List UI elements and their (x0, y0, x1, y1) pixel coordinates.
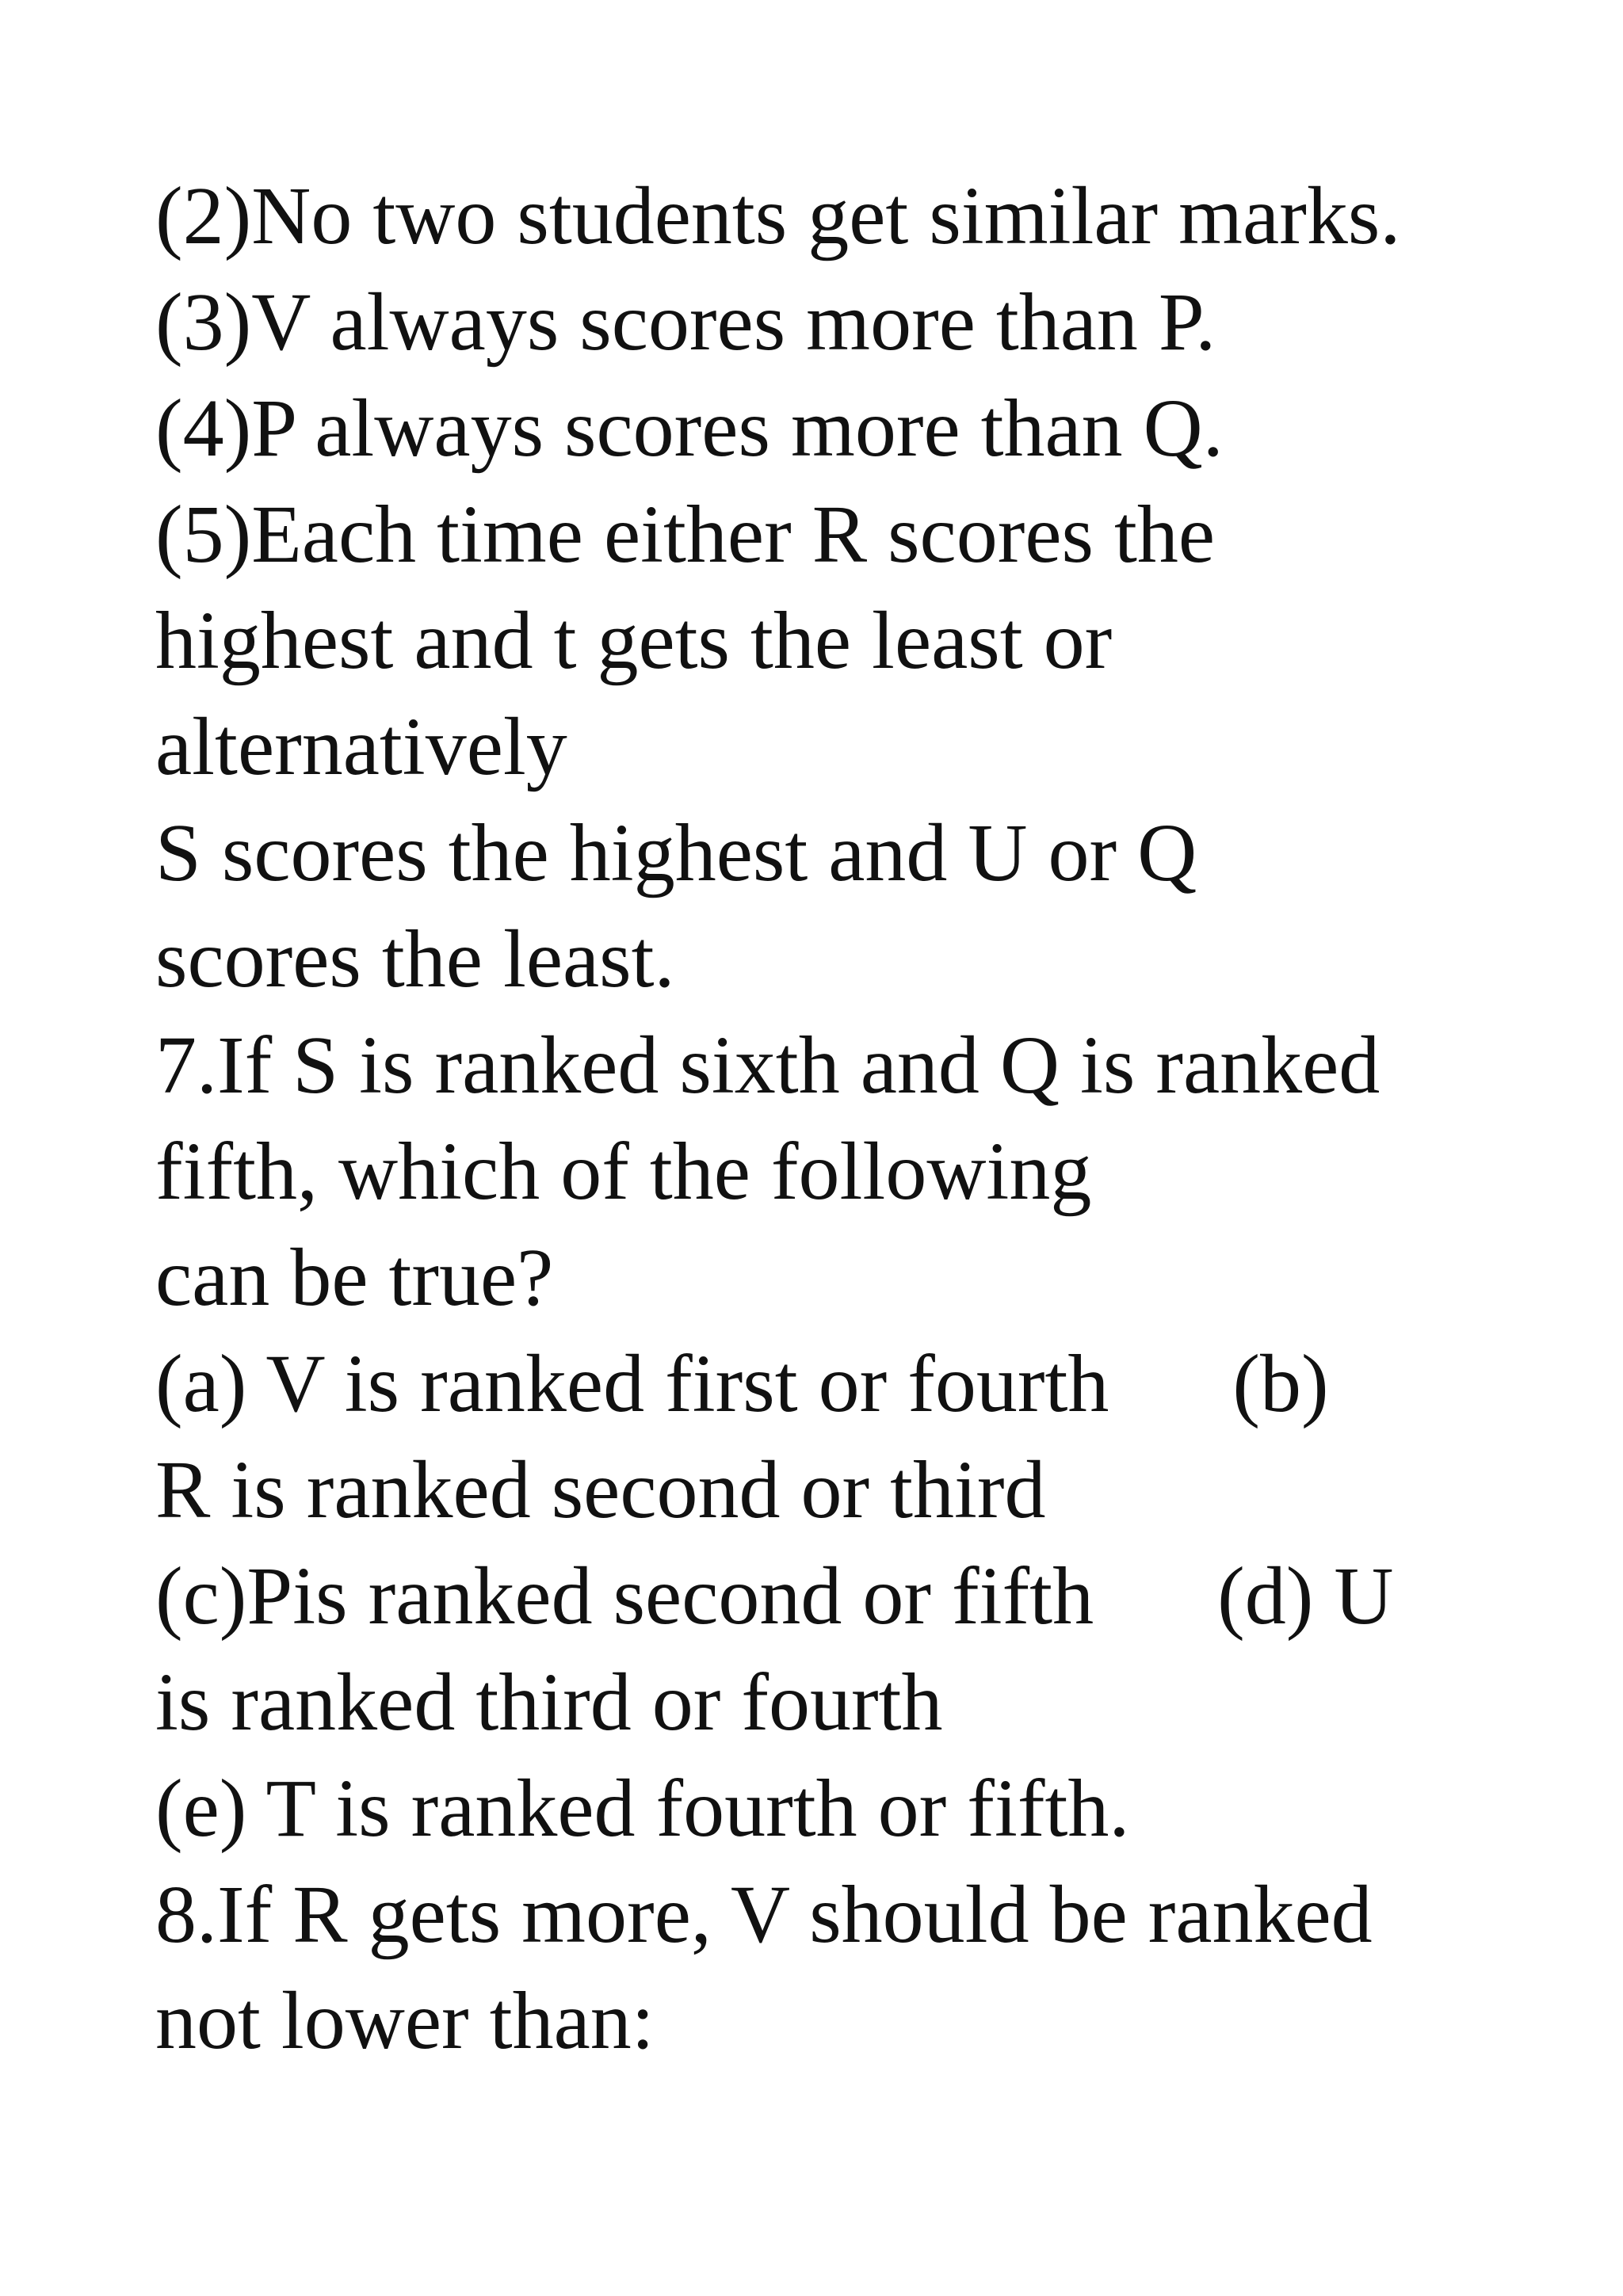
question-7-options-a-b: (a) V is ranked first or fourth (b) (155, 1338, 1329, 1429)
condition-5-line-2: highest and t gets the least or (155, 595, 1113, 686)
question-8-line-1: 8.If R gets more, V should be ranked (155, 1869, 1373, 1960)
question-7-line-1: 7.If S is ranked sixth and Q is ranked (155, 1020, 1381, 1111)
condition-5-line-4: S scores the highest and U or Q (155, 807, 1197, 898)
question-7-line-2: fifth, which of the following (155, 1126, 1092, 1217)
question-7-option-e: (e) T is ranked fourth or fifth. (155, 1763, 1130, 1854)
condition-2: (2)No two students get similar marks. (155, 170, 1401, 261)
document-text (155, 163, 1582, 2074)
question-7-option-b-text: R is ranked second or third (155, 1444, 1046, 1535)
condition-5-line-3: alternatively (155, 701, 567, 792)
condition-5-line-1: (5)Each time either R scores the (155, 489, 1216, 580)
question-8-line-2: not lower than: (155, 1975, 655, 2066)
condition-4: (4)P always scores more than Q. (155, 383, 1224, 474)
condition-3: (3)V always scores more than P. (155, 277, 1216, 368)
condition-5-line-5: scores the least. (155, 913, 675, 1005)
question-7-option-d-text: is ranked third or fourth (155, 1657, 943, 1748)
question-7-options-c-d: (c)Pis ranked second or fifth (d) U (155, 1550, 1394, 1642)
question-7-line-3: can be true? (155, 1232, 554, 1323)
